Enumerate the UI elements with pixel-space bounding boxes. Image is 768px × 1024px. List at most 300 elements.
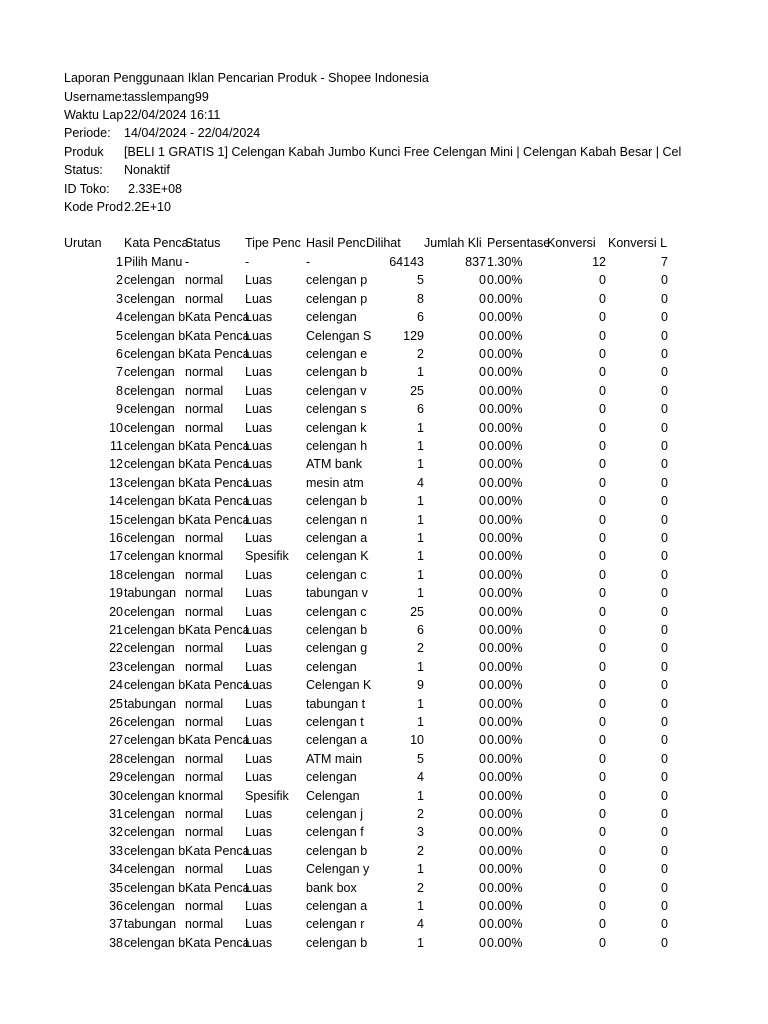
table-cell: celengan [124,567,175,582]
table-cell: Spesifik [245,788,289,803]
table-cell: 0 [479,899,486,913]
table-cell: Luas [245,862,273,877]
table-cell: 0 [661,512,668,527]
table-cell: 1 [417,696,424,711]
table-cell: 9 [417,678,424,693]
table-row [0,253,768,271]
table-cell: 18 [109,567,123,582]
table-row [0,271,768,289]
table-cell: Luas [245,365,273,380]
table-cell: normal [185,567,224,582]
meta-value: 22/04/2024 16:11 [124,107,221,122]
column-header: Urutan [64,236,102,250]
meta-label: Periode: [64,126,111,141]
table-cell: celengan b [124,439,186,453]
table-cell: 1 [417,567,424,582]
table-cell: 0 [479,788,486,803]
table-cell: 0 [661,641,668,656]
table-row [0,879,768,897]
table-cell: Luas [245,567,273,582]
table-row [0,547,768,565]
meta-label: Status: [64,163,103,178]
table-cell: celengan v [306,383,367,398]
table-cell: 0 [661,733,668,748]
table-cell: 24 [109,678,123,693]
table-cell: 1 [116,255,123,269]
table-cell: celengan [124,641,175,656]
table-cell: 1 [417,715,424,729]
table-cell: 31 [109,807,123,821]
table-cell: 0.00% [487,475,523,490]
table-cell: 5 [417,273,424,288]
table-cell: Luas [245,420,273,435]
table-cell: 30 [109,788,123,803]
table-cell: Kata Penca [185,512,250,527]
table-cell: 0 [599,788,606,803]
table-cell: celengan g [306,641,368,656]
table-cell: 0 [661,862,668,877]
table-cell: 0 [661,457,668,472]
table-cell: Luas [245,733,273,748]
table-cell: 0.00% [487,843,523,858]
table-cell: ATM bank [306,457,363,472]
table-cell: 0.00% [487,788,523,803]
table-cell: celengan a [306,733,368,748]
table-cell: 33 [109,843,123,858]
table-cell: 27 [109,733,123,748]
table-cell: 16 [109,531,123,545]
table-cell: 35 [109,880,123,895]
table-cell: 1 [417,788,424,803]
meta-label: ID Toko: [64,181,110,196]
table-cell: 0 [661,659,668,674]
column-header: Kata Penca [124,236,189,250]
table-cell: 0.00% [487,917,523,932]
table-cell: celengan [124,402,175,417]
table-cell: celengan s [306,402,367,417]
table-cell: 0 [599,825,606,840]
table-cell: 11 [110,439,123,453]
table-cell: Luas [245,347,273,361]
table-cell: normal [185,788,224,803]
table-row [0,474,768,492]
table-cell: 0 [661,383,668,398]
meta-row [0,88,768,106]
table-cell: normal [185,420,224,435]
table-cell: 0 [479,310,486,325]
table-cell: 0 [661,567,668,582]
table-cell: Luas [245,439,273,453]
column-header: Tipe Penc [245,236,301,250]
table-cell: 20 [109,604,123,619]
meta-value: 14/04/2024 - 22/04/2024 [124,126,261,141]
table-cell: 0 [479,604,486,619]
meta-row [0,180,768,198]
meta-row [0,198,768,216]
table-cell: 0.00% [487,770,523,785]
table-cell: 0.00% [487,457,523,472]
table-cell: 0 [661,420,668,435]
table-cell: mesin atm [306,475,364,490]
table-cell: 2 [417,347,424,361]
table-cell: celengan b [124,310,186,325]
table-cell: Luas [245,678,273,693]
table-cell: 0 [479,696,486,711]
table-cell: 2 [116,273,123,288]
table-cell: celengan [124,807,175,821]
table-cell: 0 [661,880,668,895]
table-cell: normal [185,273,224,288]
table-cell: Kata Penca [185,678,250,693]
table-cell: Kata Penca [185,475,250,490]
table-cell: 0 [661,328,668,343]
table-cell: 2 [417,880,424,895]
table-cell: celengan [306,310,357,325]
table-cell: 0 [479,494,486,509]
table-cell: 17 [109,549,123,564]
table-cell: 4 [417,475,424,490]
table-cell: 64143 [389,255,424,269]
meta-row [0,124,768,142]
meta-label: Produk [64,144,104,159]
table-cell: 0 [661,310,668,325]
meta-row [0,143,768,161]
table-cell: 3 [116,291,123,306]
table-row [0,437,768,455]
table-cell: 0 [599,807,606,821]
table-row [0,676,768,694]
table-cell: 0 [599,935,606,950]
table-cell: celengan b [306,935,368,950]
table-row [0,327,768,345]
table-cell: celengan b [306,365,368,380]
table-cell: Luas [245,825,273,840]
table-cell: 0.00% [487,273,523,288]
meta-value: tasslempang99 [124,89,209,104]
table-cell: celengan b [124,494,186,509]
table-cell: 0 [599,402,606,417]
table-cell: 8 [417,291,424,306]
table-cell: Luas [245,383,273,398]
table-cell: 0 [479,457,486,472]
table-cell: 0.00% [487,549,523,564]
table-cell: celengan f [306,825,364,840]
table-cell: normal [185,807,224,821]
table-cell: 0 [599,880,606,895]
table-cell: celengan [124,420,175,435]
table-row [0,658,768,676]
table-cell: 37 [109,917,123,932]
table-cell: celengan [124,604,175,619]
table-row [0,787,768,805]
table-cell: 0.00% [487,567,523,582]
table-cell: normal [185,696,224,711]
table-cell: 1 [417,457,424,472]
table-cell: 0 [661,788,668,803]
table-row [0,842,768,860]
table-cell: 12 [109,457,123,472]
table-cell: 36 [109,899,123,913]
table-cell: Luas [245,623,273,637]
table-cell: 5 [417,751,424,766]
table-cell: 0 [599,678,606,693]
column-header: Persentase [487,236,551,250]
table-cell: 1 [417,494,424,509]
table-cell: 0 [599,347,606,361]
table-cell: 6 [417,310,424,325]
table-row [0,805,768,823]
column-header: Konversi L [608,236,668,250]
table-cell: 0 [661,843,668,858]
table-cell: Luas [245,935,273,950]
table-cell: 1 [417,659,424,674]
table-cell: tabungan [124,586,177,601]
table-row [0,584,768,602]
table-cell: 4 [417,770,424,785]
table-cell: 0.00% [487,880,523,895]
table-cell: 9 [116,402,123,417]
meta-label: Username: [64,89,126,104]
table-cell: 7 [661,255,668,269]
table-cell: normal [185,770,224,785]
table-row [0,511,768,529]
table-cell: Kata Penca [185,494,250,509]
table-cell: 0 [479,623,486,637]
table-cell: 0.00% [487,862,523,877]
table-cell: normal [185,659,224,674]
table-cell: 0 [479,935,486,950]
table-cell: Luas [245,310,273,325]
table-cell: 0 [479,383,486,398]
table-cell: 0 [599,696,606,711]
table-cell: 0 [599,512,606,527]
table-cell: 7 [116,365,123,380]
table-cell: 0 [479,917,486,932]
table-cell: Luas [245,586,273,601]
table-cell: Kata Penca [185,733,250,748]
table-cell: 0 [599,494,606,509]
table-cell: Kata Penca [185,347,250,361]
table-cell: normal [185,917,224,932]
table-cell: 0 [661,751,668,766]
table-cell: Luas [245,899,273,913]
table-cell: 34 [109,862,123,877]
table-cell: 0 [661,807,668,821]
table-cell: 0.00% [487,439,523,453]
table-cell: celengan e [306,347,368,361]
table-cell: 1 [417,512,424,527]
table-row [0,363,768,381]
table-cell: 0 [479,659,486,674]
table-cell: 0 [661,678,668,693]
table-cell: 5 [116,328,123,343]
table-cell: Kata Penca [185,880,250,895]
table-cell: 0 [479,770,486,785]
table-row [0,290,768,308]
table-cell: Luas [245,917,273,932]
table-cell: celengan [124,899,175,913]
table-cell: 0 [479,402,486,417]
meta-label: Kode Prod [64,199,124,214]
table-cell: 0 [661,825,668,840]
table-cell: 0 [599,659,606,674]
table-cell: 22 [109,641,123,656]
table-cell: tabungan v [306,586,368,601]
table-cell: 0.00% [487,825,523,840]
table-cell: 3 [417,825,424,840]
table-cell: celengan [124,273,175,288]
table-cell: normal [185,641,224,656]
table-row [0,713,768,731]
table-cell: 0 [599,733,606,748]
table-row [0,621,768,639]
table-cell: 12 [592,255,606,269]
table-cell: celengan h [306,439,368,453]
table-cell: 0 [479,549,486,564]
table-cell: normal [185,365,224,380]
table-row [0,731,768,749]
meta-value: [BELI 1 GRATIS 1] Celengan Kabah Jumbo Kunci Free Celengan Mini | Celengan Kabah Besar | Cel [124,144,682,159]
table-cell: Pilih Manu [124,255,183,269]
table-cell: 0 [599,531,606,545]
table-cell: 38 [109,935,123,950]
table-cell: 0.00% [487,641,523,656]
table-cell: 23 [109,659,123,674]
table-cell: Luas [245,770,273,785]
table-cell: 0 [479,273,486,288]
table-cell: 1 [417,899,424,913]
table-header-row [0,234,768,252]
table-cell: 0 [479,843,486,858]
table-cell: 28 [109,751,123,766]
table-cell: celengan b [306,623,368,637]
table-cell: 6 [417,623,424,637]
table-cell: celengan a [306,531,368,545]
table-cell: celengan p [306,273,368,288]
table-cell: Kata Penca [185,457,250,472]
table-cell: celengan j [306,807,363,821]
table-cell: 0 [661,696,668,711]
table-cell: Kata Penca [185,439,250,453]
table-cell: celengan p [306,291,368,306]
table-cell: - [185,255,190,269]
table-cell: 0 [479,365,486,380]
table-cell: 0 [479,678,486,693]
table-cell: 0.00% [487,659,523,674]
table-cell: celengan [124,659,175,674]
table-cell: 0.00% [487,494,523,509]
table-cell: celengan [124,825,175,840]
table-cell: Luas [245,512,273,527]
table-cell: celengan b [124,623,186,637]
table-cell: 0.00% [487,678,523,693]
table-cell: 0 [599,291,606,306]
table-cell: 1 [417,531,424,545]
table-row [0,639,768,657]
table-cell: normal [185,586,224,601]
table-cell: ATM main [306,751,363,766]
table-cell: 0 [479,880,486,895]
table-cell: 32 [109,825,123,840]
table-cell: normal [185,549,224,564]
table-cell: Luas [245,659,273,674]
table-cell: celengan b [124,512,186,527]
table-cell: celengan b [124,733,186,748]
table-cell: 0 [599,899,606,913]
table-cell: celengan c [306,567,367,582]
meta-value: Nonaktif [124,163,170,178]
table-cell: 0.00% [487,935,523,950]
table-cell: 0 [599,420,606,435]
meta-value: 2.33E+08 [128,181,182,196]
table-cell: Luas [245,273,273,288]
table-cell: Spesifik [245,549,289,564]
table-cell: 0 [661,715,668,729]
table-cell: bank box [306,880,357,895]
table-cell: celengan t [306,715,364,729]
table-cell: 0 [661,549,668,564]
table-cell: 1 [417,935,424,950]
table-cell: 6 [417,402,424,417]
meta-value: 2.2E+10 [124,199,171,214]
table-cell: celengan [124,291,175,306]
table-cell: celengan b [124,457,186,472]
column-header: Jumlah Kli [424,236,482,250]
table-cell: 0 [661,475,668,490]
table-row [0,308,768,326]
table-cell: 0.00% [487,512,523,527]
table-row [0,750,768,768]
table-cell: normal [185,715,224,729]
table-cell: 0 [599,273,606,288]
table-cell: 0 [599,457,606,472]
table-cell: 0.00% [487,586,523,601]
table-cell: 0 [479,291,486,306]
table-cell: 0 [599,770,606,785]
table-row [0,915,768,933]
table-cell: Luas [245,715,273,729]
meta-row [0,106,768,124]
table-cell: 0 [661,935,668,950]
table-cell: Luas [245,475,273,490]
table-cell: celengan a [306,899,368,913]
table-cell: 8 [116,383,123,398]
table-cell: Kata Penca [185,310,250,325]
table-cell: 26 [109,715,123,729]
table-cell: 0 [599,843,606,858]
table-cell: Kata Penca [185,623,250,637]
table-cell: celengan b [124,475,186,490]
table-cell: Celengan [306,788,360,803]
table-cell: normal [185,899,224,913]
table-cell: 0 [661,494,668,509]
table-cell: 0 [599,751,606,766]
table-cell: 0 [599,715,606,729]
table-cell: tabungan t [306,696,366,711]
table-cell: normal [185,531,224,545]
column-header: Status [185,236,221,250]
table-row [0,768,768,786]
table-cell: celengan b [306,494,368,509]
table-cell: 0.00% [487,383,523,398]
table-cell: 0 [599,475,606,490]
table-cell: 0 [599,862,606,877]
table-cell: normal [185,825,224,840]
table-cell: 1 [417,365,424,380]
table-cell: - [306,255,311,269]
table-cell: 0 [599,383,606,398]
table-cell: 4 [417,917,424,932]
